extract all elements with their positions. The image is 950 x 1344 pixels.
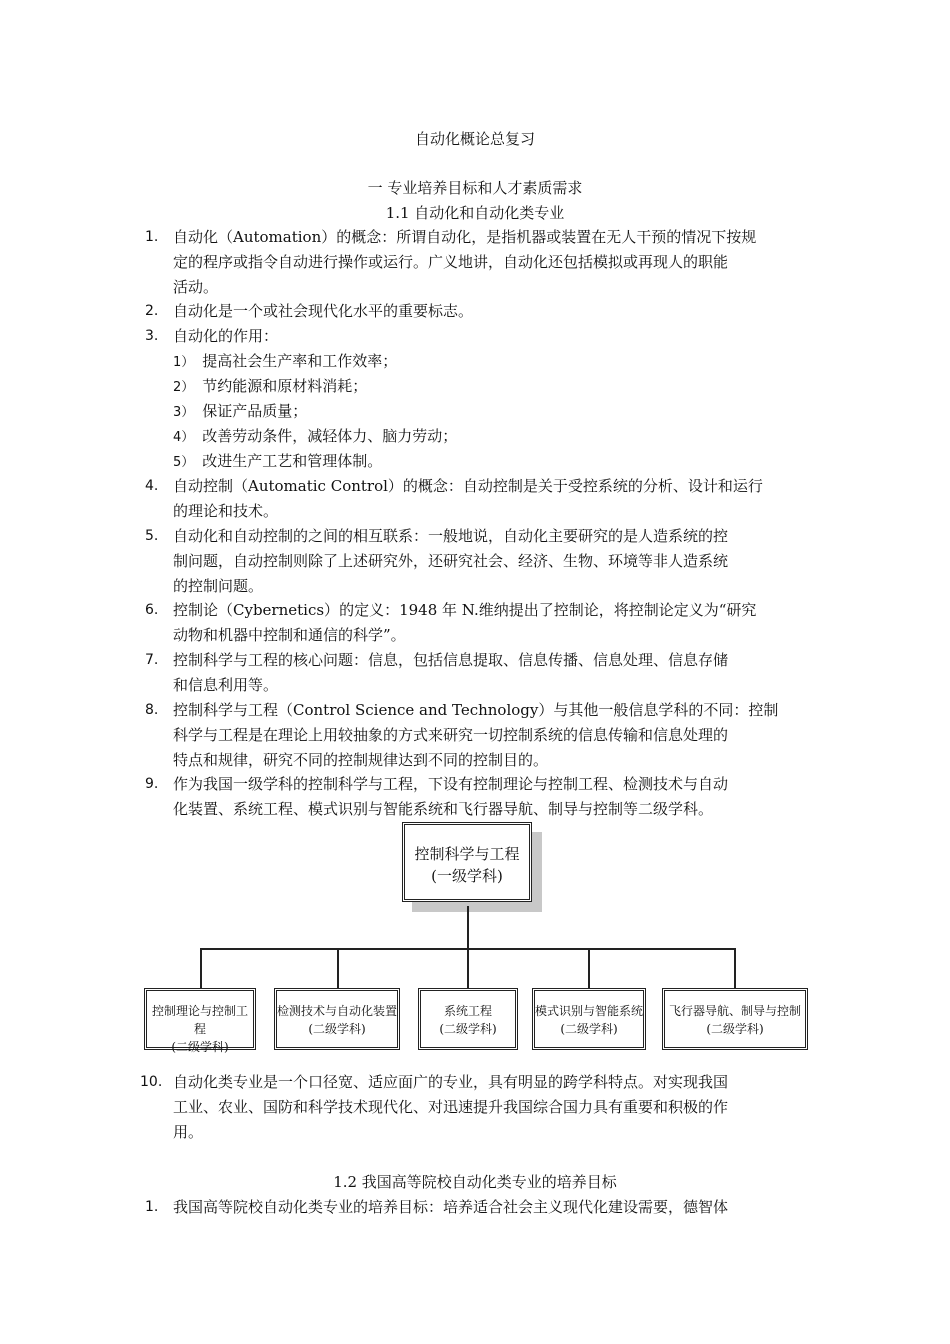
connector-line	[588, 948, 590, 988]
sub-discipline-box	[532, 988, 646, 1050]
subsection-heading: 1.1 自动化和自动化类专业	[385, 204, 565, 222]
sub-list-number: 1）	[173, 355, 195, 370]
connector-line	[467, 906, 469, 948]
sub-list-number: 2）	[173, 380, 195, 395]
section-heading: 一 专业培养目标和人才素质需求	[367, 179, 583, 197]
sub-discipline-level: (二级学科)	[706, 1022, 764, 1036]
list-text: 定的程序或指令自动进行操作或运行。广义地讲，自动化还包括模拟或再现人的职能	[173, 253, 729, 271]
list-number: 6.	[145, 602, 159, 618]
root-discipline-box	[402, 822, 532, 902]
list-number: 10.	[140, 1074, 163, 1090]
sub-discipline-box	[144, 988, 256, 1054]
sub-discipline-box	[274, 988, 400, 1050]
sub-list-number: 3）	[173, 405, 195, 420]
list-number: 4.	[145, 478, 159, 494]
root-discipline-level: (一级学科)	[431, 867, 503, 885]
sub-discipline-level: (二级学科)	[171, 1040, 229, 1054]
list-text: 动物和机器中控制和通信的科学”。	[173, 626, 406, 644]
list-number: 7.	[145, 652, 159, 668]
list-text: 的理论和技术。	[173, 502, 279, 520]
root-discipline-name: 控制科学与工程	[414, 845, 520, 863]
list-number: 5.	[145, 528, 159, 544]
list-text: 控制科学与工程（Control Science and Technology）与其他一般信息学科的不同：控制	[173, 701, 779, 719]
sub-discipline-name: 飞行器导航、制导与控制	[668, 1004, 801, 1018]
document-title: 自动化概论总复习	[414, 130, 535, 148]
list-text: 自动化（Automation）的概念：所谓自动化，是指机器或装置在无人干预的情况下按规	[173, 228, 757, 246]
subsection-heading: 1.2 我国高等院校自动化类专业的培养目标	[333, 1173, 617, 1191]
sub-list-item	[173, 399, 307, 425]
list-text: 我国高等院校自动化类专业的培养目标：培养适合社会主义现代化建设需要，德智体	[173, 1198, 729, 1216]
list-text: 制问题，自动控制则除了上述研究外，还研究社会、经济、生物、环境等非人造系统	[173, 552, 729, 570]
sub-discipline-level: (二级学科)	[560, 1022, 618, 1036]
sub-list-text: 改进生产工艺和管理体制。	[202, 452, 383, 470]
list-text: 活动。	[173, 278, 219, 296]
list-text: 科学与工程是在理论上用较抽象的方式来研究一切控制系统的信息传输和信息处理的	[173, 726, 729, 744]
sub-list-item	[173, 424, 457, 450]
sub-list-item	[173, 374, 367, 400]
sub-discipline-level: (二级学科)	[308, 1022, 366, 1036]
list-text: 化装置、系统工程、模式识别与智能系统和飞行器导航、制导与控制等二级学科。	[173, 800, 714, 818]
list-number: 2.	[145, 303, 159, 319]
list-text: 控制科学与工程的核心问题：信息，包括信息提取、信息传播、信息处理、信息存储	[173, 651, 729, 669]
list-text: 自动化的作用：	[173, 327, 279, 345]
list-text: 控制论（Cybernetics）的定义：1948 年 N.维纳提出了控制论，将控制论定义为“研究	[173, 601, 757, 619]
sub-discipline-name: 模式识别与智能系统	[535, 1004, 644, 1018]
sub-discipline-box	[418, 988, 518, 1050]
sub-list-text: 节约能源和原材料消耗；	[202, 377, 368, 395]
connector-line	[200, 948, 202, 988]
connector-line	[734, 948, 736, 988]
sub-discipline-name: 检测技术与自动化装置	[277, 1004, 398, 1018]
connector-line	[337, 948, 339, 988]
list-text: 自动化和自动控制的之间的相互联系：一般地说，自动化主要研究的是人造系统的控	[173, 527, 729, 545]
list-text: 自动化类专业是一个口径宽、适应面广的专业，具有明显的跨学科特点。对实现我国	[173, 1073, 729, 1091]
list-text: 的控制问题。	[173, 577, 264, 595]
list-number: 1.	[145, 229, 159, 245]
list-text: 自动控制（Automatic Control）的概念：自动控制是关于受控系统的分析、设计和运行	[173, 477, 763, 495]
sub-discipline-level: (二级学科)	[439, 1022, 497, 1036]
sub-list-number: 5）	[173, 455, 195, 470]
list-text: 用。	[173, 1123, 204, 1141]
sub-discipline-name: 控制理论与控制工程	[151, 1004, 248, 1036]
list-text: 特点和规律，研究不同的控制规律达到不同的控制目的。	[173, 751, 549, 769]
list-text: 工业、农业、国防和科学技术现代化、对迅速提升我国综合国力具有重要和积极的作	[173, 1098, 729, 1116]
list-number: 9.	[145, 776, 159, 792]
sub-list-text: 改善劳动条件，减轻体力、脑力劳动；	[202, 427, 458, 445]
discipline-hierarchy-diagram	[140, 818, 812, 1058]
connector-line	[467, 948, 469, 988]
sub-list-text: 提高社会生产率和工作效率；	[202, 352, 398, 370]
list-number: 1.	[145, 1199, 159, 1215]
list-number: 8.	[145, 702, 159, 718]
sub-list-text: 保证产品质量；	[202, 402, 308, 420]
sub-list-item	[173, 449, 382, 475]
sub-list-item	[173, 349, 397, 375]
list-text: 和信息利用等。	[173, 676, 279, 694]
sub-list-number: 4）	[173, 430, 195, 445]
list-text: 自动化是一个或社会现代化水平的重要标志。	[173, 302, 474, 320]
list-text: 作为我国一级学科的控制科学与工程，下设有控制理论与控制工程、检测技术与自动	[173, 775, 729, 793]
sub-discipline-name: 系统工程	[443, 1004, 492, 1018]
sub-discipline-box	[662, 988, 808, 1050]
list-number: 3.	[145, 328, 159, 344]
